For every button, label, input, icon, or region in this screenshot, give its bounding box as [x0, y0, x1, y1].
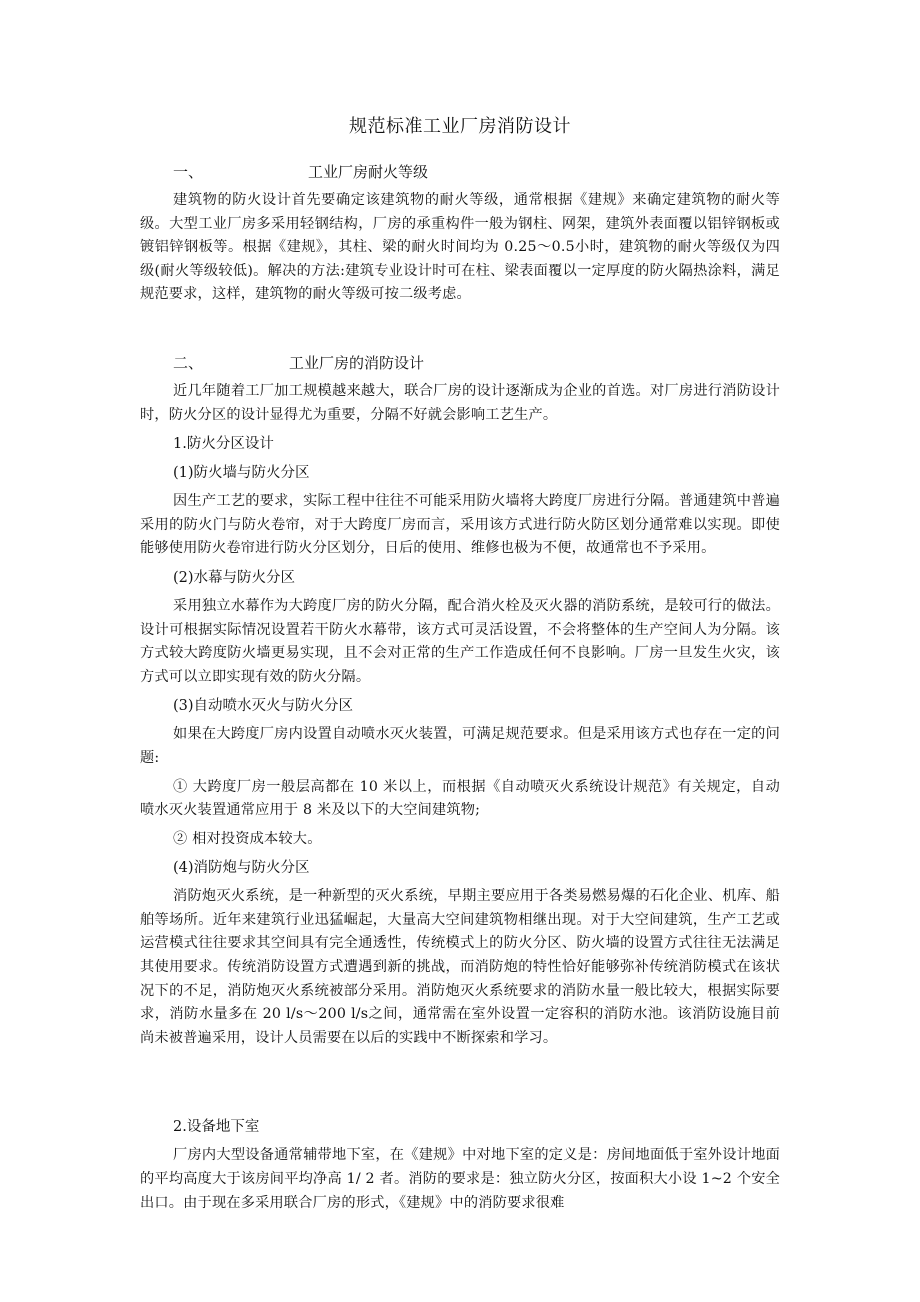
subsection-1-title: 1.防火分区设计	[173, 436, 274, 453]
item-3-title: (3)自动喷水灭火与防火分区	[173, 698, 354, 715]
section-2-intro: 近几年随着工厂加工规模越来越大，联合厂房的设计逐渐成为企业的首选。对厂房进行消防设计时，防火分区的设计显得尤为重要，分隔不好就会影响工艺生产。	[140, 382, 780, 423]
item-3-paragraph: 如果在大跨度厂房内设置自动喷水灭火装置，可满足规范要求。但是采用该方式也存在一定的问题:	[140, 726, 780, 766]
item-2-title: (2)水幕与防火分区	[173, 569, 296, 586]
item-1-paragraph: 因生产工艺的要求，实际工程中往往不可能采用防火墙将大跨度厂房进行分隔。普通建筑中普遍采用的防火门与防火卷帘，对于大跨度厂房而言，采用该方式进行防火防区划分通常难以实现。即使能够使用防火卷帘进行防火分区划分，日后的使用、维修也极为不便，故通常也不予采用。	[140, 493, 780, 557]
section-2-heading	[140, 351, 780, 375]
item-4-title: (4)消防炮与防火分区	[173, 860, 310, 877]
section-1-number: 一、	[173, 163, 204, 181]
document-title: 规范标准工业厂房消防设计	[349, 116, 571, 137]
item-2-paragraph: 采用独立水幕作为大跨度厂房的防火分隔，配合消火栓及灭火器的消防系统，是较可行的做法。设计可根据实际情况设置若干防火水幕带，该方式可灵活设置，不会将整体的生产空间人为分隔。该方式较大跨度防火墙更易实现，且不会对正常的生产工作造成任何不良影响。厂房一旦发生火灾，该方式可以立即实现有效的防火分隔。	[140, 597, 780, 685]
subsection-2-title: 2.设备地下室	[173, 1119, 260, 1136]
item-3-point-1: ① 大跨度厂房一般层高都在 10 米以上，而根据《自动喷灭火系统设计规范》有关规定，自动喷水灭火装置通常应用于 8 米及以下的大空间建筑物;	[140, 778, 780, 819]
section-1-paragraph: 建筑物的防火设计首先要确定该建筑物的耐火等级，通常根据《建规》来确定建筑物的耐火等级。大型工业厂房多采用轻钢结构，厂房的承重构件一般为钢柱、网架，建筑外表面覆以铝锌钢板或镀铝锌钢板等。根据《建规》，其柱、梁的耐火时间均为 0.25～0.5小时，建筑物的耐火等级仅为四级(耐火等级较低)。解决的方法:建筑专业设计时可在柱、梁表面覆以一定厚度的防火隔热涂料，满足规范要求，这样，建筑物的耐火等级可按二级考虑。	[140, 192, 780, 303]
item-4-paragraph: 消防炮灭火系统，是一种新型的灭火系统，早期主要应用于各类易燃易爆的石化企业、机库、船舶等场所。近年来建筑行业迅猛崛起，大量高大空间建筑物相继出现。对于大空间建筑，生产工艺或运营模式往往要求其空间具有完全通透性，传统模式上的防火分区、防火墙的设置方式往往无法满足其使用要求。传统消防设置方式遭遇到新的挑战，而消防炮的特性恰好能够弥补传统消防模式在该状况下的不足，消防炮灭火系统被部分采用。消防炮灭火系统要求的消防水量一般比较大，根据实际要求，消防水量多在 20 l/s～200 l/s之间，通常需在室外设置一定容积的消防水池。该消防设施目前尚未被普遍采用，设计人员需要在以后的实践中不断探索和学习。	[140, 888, 780, 1046]
subsection-2-paragraph: 厂房内大型设备通常辅带地下室，在《建规》中对地下室的定义是：房间地面低于室外设计地面的平均高度大于该房间平均净高 1/ 2 者。消防的要求是：独立防火分区，按面积大小设 1~2 个安全出口。由于现在多采用联合厂房的形式，《建规》中的消防要求很难	[140, 1147, 780, 1211]
section-1-heading	[140, 160, 780, 184]
section-1-title: 工业厂房耐火等级	[308, 163, 429, 181]
spacer	[140, 312, 780, 351]
section-2-number: 二、	[173, 353, 204, 372]
spacer	[140, 1055, 780, 1115]
item-3-point-2: ② 相对投资成本较大。	[173, 830, 322, 847]
section-2-title: 工业厂房的消防设计	[289, 353, 425, 372]
item-1-title: (1)防火墙与防火分区	[173, 465, 310, 482]
document-body	[140, 112, 780, 1220]
